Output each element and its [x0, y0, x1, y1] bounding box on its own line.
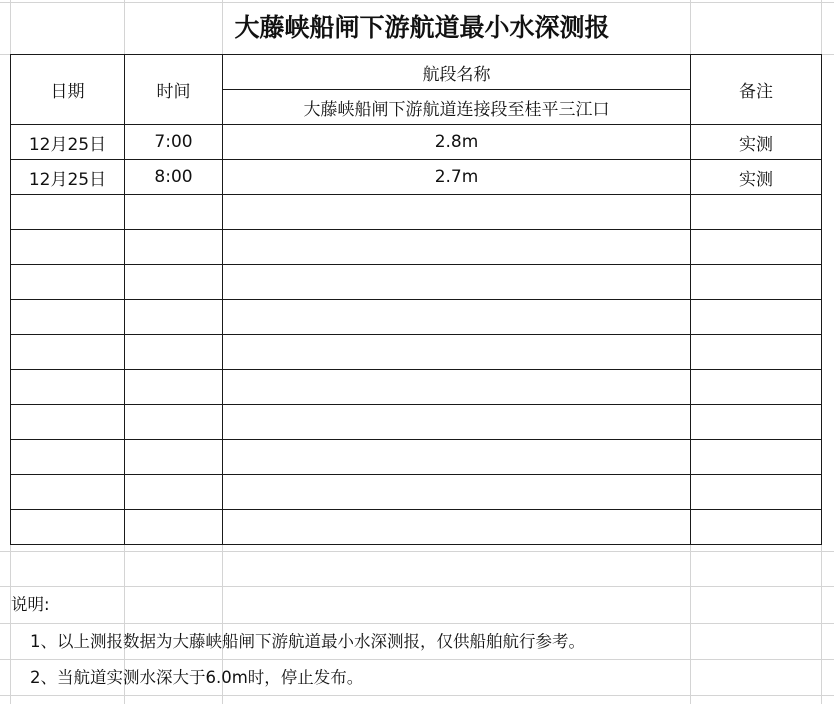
empty-cell[interactable] — [223, 405, 691, 440]
empty-cell[interactable] — [223, 510, 691, 545]
table-row — [11, 160, 822, 195]
page-title: 大藤峡船闸下游航道最小水深测报 — [234, 13, 610, 42]
empty-cell[interactable] — [125, 265, 223, 300]
table-row-empty — [11, 370, 822, 405]
report-table — [10, 54, 822, 545]
empty-cell[interactable] — [11, 230, 125, 265]
cell-time[interactable]: 7:00 — [125, 125, 223, 160]
table-row-empty — [11, 475, 822, 510]
empty-cell[interactable] — [11, 405, 125, 440]
header-time[interactable]: 时间 — [125, 55, 223, 125]
empty-cell[interactable] — [11, 265, 125, 300]
empty-cell[interactable] — [11, 440, 125, 475]
empty-cell[interactable] — [691, 195, 822, 230]
table-row-empty — [11, 510, 822, 545]
empty-cell[interactable] — [11, 510, 125, 545]
empty-cell[interactable] — [223, 440, 691, 475]
empty-cell[interactable] — [223, 335, 691, 370]
empty-cell[interactable] — [125, 510, 223, 545]
header-row — [11, 55, 822, 90]
header-remark[interactable]: 备注 — [691, 55, 822, 125]
empty-cell[interactable] — [125, 230, 223, 265]
empty-cell[interactable] — [11, 335, 125, 370]
table-row-empty — [11, 195, 822, 230]
empty-cell[interactable] — [125, 300, 223, 335]
empty-cell[interactable] — [223, 475, 691, 510]
table-row-empty — [11, 335, 822, 370]
cell-depth[interactable]: 2.7m — [223, 160, 691, 195]
table-row — [11, 125, 822, 160]
empty-cell[interactable] — [11, 370, 125, 405]
empty-cell[interactable] — [11, 300, 125, 335]
cell-remark[interactable]: 实测 — [691, 160, 822, 195]
empty-cell[interactable] — [125, 405, 223, 440]
note-item-1[interactable]: 1、以上测报数据为大藤峡船闸下游航道最小水深测报，仅供船舶航行参考。 — [30, 632, 585, 651]
empty-cell[interactable] — [125, 440, 223, 475]
empty-cell[interactable] — [691, 405, 822, 440]
empty-cell[interactable] — [223, 230, 691, 265]
empty-cell[interactable] — [11, 475, 125, 510]
empty-cell[interactable] — [691, 300, 822, 335]
header-date[interactable]: 日期 — [11, 55, 125, 125]
empty-cell[interactable] — [125, 195, 223, 230]
table-row-empty — [11, 300, 822, 335]
cell-date[interactable]: 12月25日 — [11, 125, 125, 160]
empty-cell[interactable] — [691, 510, 822, 545]
notes-heading[interactable]: 说明: — [11, 595, 50, 614]
empty-cell[interactable] — [691, 230, 822, 265]
header-section-group[interactable]: 航段名称 — [223, 55, 691, 90]
table-row-empty — [11, 405, 822, 440]
table-row-empty — [11, 265, 822, 300]
empty-cell[interactable] — [11, 195, 125, 230]
empty-cell[interactable] — [223, 370, 691, 405]
header-section-name[interactable]: 大藤峡船闸下游航道连接段至桂平三江口 — [223, 90, 691, 125]
cell-depth[interactable]: 2.8m — [223, 125, 691, 160]
cell-date[interactable]: 12月25日 — [11, 160, 125, 195]
empty-cell[interactable] — [223, 195, 691, 230]
empty-cell[interactable] — [223, 265, 691, 300]
table-row-empty — [11, 230, 822, 265]
empty-cell[interactable] — [691, 475, 822, 510]
empty-cell[interactable] — [691, 265, 822, 300]
empty-cell[interactable] — [691, 440, 822, 475]
note-item-2[interactable]: 2、当航道实测水深大于6.0m时，停止发布。 — [30, 668, 364, 687]
empty-cell[interactable] — [691, 370, 822, 405]
notes-section — [0, 586, 834, 696]
table-row-empty — [11, 440, 822, 475]
cell-remark[interactable]: 实测 — [691, 125, 822, 160]
empty-cell[interactable] — [125, 370, 223, 405]
empty-cell[interactable] — [125, 475, 223, 510]
cell-time[interactable]: 8:00 — [125, 160, 223, 195]
empty-cell[interactable] — [223, 300, 691, 335]
empty-cell[interactable] — [691, 335, 822, 370]
empty-cell[interactable] — [125, 335, 223, 370]
